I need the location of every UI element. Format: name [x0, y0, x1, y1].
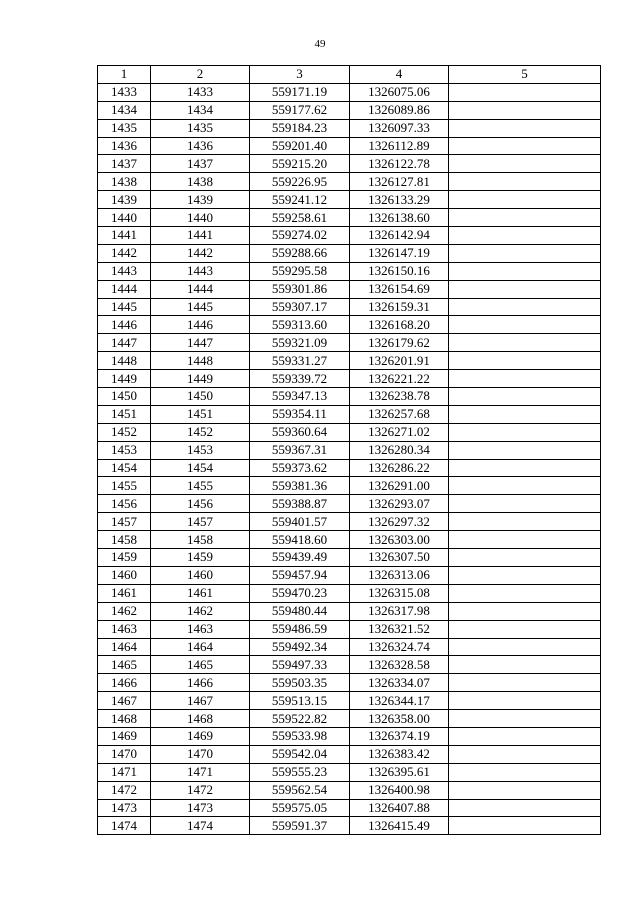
- table-cell: [449, 727, 601, 745]
- table-cell: 1326400.98: [350, 781, 449, 799]
- table-cell: 1326407.88: [350, 799, 449, 817]
- table-cell: 559321.09: [250, 334, 350, 352]
- table-cell: 1326168.20: [350, 316, 449, 334]
- table-cell: 1433: [98, 83, 151, 101]
- table-cell: 1474: [151, 817, 250, 835]
- table-cell: [449, 298, 601, 316]
- table-cell: 559360.64: [250, 423, 350, 441]
- table-cell: 1464: [151, 638, 250, 656]
- table-cell: [449, 334, 601, 352]
- table-cell: 559367.31: [250, 441, 350, 459]
- table-row: [98, 388, 601, 406]
- table-cell: [449, 370, 601, 388]
- table-cell: [449, 620, 601, 638]
- table-row: [98, 781, 601, 799]
- table-cell: 559503.35: [250, 674, 350, 692]
- table-cell: [449, 638, 601, 656]
- table-cell: 1446: [98, 316, 151, 334]
- table-row: [98, 83, 601, 101]
- table-cell: 1326075.06: [350, 83, 449, 101]
- table-cell: 559184.23: [250, 119, 350, 137]
- table-cell: 1454: [98, 459, 151, 477]
- table-cell: 1461: [151, 584, 250, 602]
- table-cell: [449, 799, 601, 817]
- table-cell: [449, 441, 601, 459]
- table-cell: 1439: [98, 191, 151, 209]
- table-cell: 1470: [151, 745, 250, 763]
- table-cell: 1467: [98, 692, 151, 710]
- table-cell: 1326334.07: [350, 674, 449, 692]
- table-row: [98, 119, 601, 137]
- table-row: [98, 334, 601, 352]
- table-cell: 559347.13: [250, 388, 350, 406]
- table-cell: [449, 83, 601, 101]
- table-cell: 1433: [151, 83, 250, 101]
- table-cell: 1326271.02: [350, 423, 449, 441]
- table-row: [98, 209, 601, 227]
- table-cell: 559418.60: [250, 531, 350, 549]
- table-row: [98, 799, 601, 817]
- table-cell: 1463: [98, 620, 151, 638]
- table-cell: 559354.11: [250, 405, 350, 423]
- table-cell: 1468: [151, 710, 250, 728]
- table-cell: 1448: [151, 352, 250, 370]
- table-cell: 1447: [98, 334, 151, 352]
- table-cell: [449, 388, 601, 406]
- table-cell: 559497.33: [250, 656, 350, 674]
- table-row: [98, 638, 601, 656]
- table-cell: 1326133.29: [350, 191, 449, 209]
- table-cell: 1326147.19: [350, 244, 449, 262]
- table-cell: 559439.49: [250, 549, 350, 567]
- table-cell: 1434: [151, 101, 250, 119]
- table-header-row: [98, 66, 601, 84]
- table-row: [98, 173, 601, 191]
- table-cell: 1466: [151, 674, 250, 692]
- table-row: [98, 298, 601, 316]
- table-row: [98, 316, 601, 334]
- table-cell: 1461: [98, 584, 151, 602]
- table-cell: 1441: [98, 227, 151, 245]
- column-header: 1: [98, 66, 151, 84]
- table-cell: [449, 584, 601, 602]
- table-cell: [449, 566, 601, 584]
- table-cell: [449, 405, 601, 423]
- table-cell: 1471: [151, 763, 250, 781]
- table-cell: 559201.40: [250, 137, 350, 155]
- table-cell: [449, 173, 601, 191]
- table-row: [98, 549, 601, 567]
- table-cell: [449, 209, 601, 227]
- table-cell: 1454: [151, 459, 250, 477]
- table-cell: 1456: [151, 495, 250, 513]
- table-cell: 559288.66: [250, 244, 350, 262]
- table-cell: 1458: [98, 531, 151, 549]
- table-cell: 1442: [98, 244, 151, 262]
- table-cell: 559331.27: [250, 352, 350, 370]
- table-cell: 1326317.98: [350, 602, 449, 620]
- coordinates-table: [97, 65, 601, 835]
- table-cell: 1326383.42: [350, 745, 449, 763]
- table-cell: 1457: [151, 513, 250, 531]
- table-cell: 1449: [98, 370, 151, 388]
- table-cell: [449, 602, 601, 620]
- table-cell: 1326303.00: [350, 531, 449, 549]
- table-row: [98, 745, 601, 763]
- table-row: [98, 137, 601, 155]
- table-row: [98, 262, 601, 280]
- table-cell: 1326142.94: [350, 227, 449, 245]
- table-cell: 1439: [151, 191, 250, 209]
- table-cell: 1326159.31: [350, 298, 449, 316]
- table-cell: 559226.95: [250, 173, 350, 191]
- table-row: [98, 280, 601, 298]
- table-row: [98, 459, 601, 477]
- table-cell: 559513.15: [250, 692, 350, 710]
- table-row: [98, 101, 601, 119]
- table-cell: 1326291.00: [350, 477, 449, 495]
- table-cell: 559470.23: [250, 584, 350, 602]
- table-cell: 1326344.17: [350, 692, 449, 710]
- table-cell: [449, 119, 601, 137]
- table-cell: 1455: [151, 477, 250, 495]
- table-cell: 1437: [98, 155, 151, 173]
- column-header: 3: [250, 66, 350, 84]
- table-cell: 1326150.16: [350, 262, 449, 280]
- table-row: [98, 405, 601, 423]
- table-cell: 559480.44: [250, 602, 350, 620]
- table-cell: 1444: [151, 280, 250, 298]
- table-cell: 1326307.50: [350, 549, 449, 567]
- table-cell: 1442: [151, 244, 250, 262]
- table-cell: 1326315.08: [350, 584, 449, 602]
- table-cell: 1450: [98, 388, 151, 406]
- table-cell: 559486.59: [250, 620, 350, 638]
- table-cell: 1452: [151, 423, 250, 441]
- table-cell: 1473: [151, 799, 250, 817]
- table-cell: 1441: [151, 227, 250, 245]
- table-row: [98, 620, 601, 638]
- table-cell: 1444: [98, 280, 151, 298]
- table-row: [98, 227, 601, 245]
- table-row: [98, 155, 601, 173]
- table-cell: 1326415.49: [350, 817, 449, 835]
- table-cell: 1445: [98, 298, 151, 316]
- table-cell: 1326293.07: [350, 495, 449, 513]
- table-cell: 559591.37: [250, 817, 350, 835]
- table-cell: 1468: [98, 710, 151, 728]
- table-cell: [449, 692, 601, 710]
- page-number: 49: [314, 38, 326, 50]
- table-row: [98, 727, 601, 745]
- table-cell: 1326179.62: [350, 334, 449, 352]
- table-cell: [449, 155, 601, 173]
- table-cell: 1462: [151, 602, 250, 620]
- table-cell: 1436: [98, 137, 151, 155]
- table-row: [98, 602, 601, 620]
- table-row: [98, 370, 601, 388]
- table-cell: 1434: [98, 101, 151, 119]
- table-cell: 1326238.78: [350, 388, 449, 406]
- table-row: [98, 817, 601, 835]
- table-row: [98, 763, 601, 781]
- table-cell: 559457.94: [250, 566, 350, 584]
- table-cell: 1470: [98, 745, 151, 763]
- table-cell: 1326395.61: [350, 763, 449, 781]
- table-cell: [449, 513, 601, 531]
- table-cell: [449, 549, 601, 567]
- table-cell: 559575.05: [250, 799, 350, 817]
- table-cell: 1435: [151, 119, 250, 137]
- table-cell: 559555.23: [250, 763, 350, 781]
- table-cell: 1438: [98, 173, 151, 191]
- table-cell: [449, 101, 601, 119]
- table-cell: [449, 817, 601, 835]
- table-cell: 1326201.91: [350, 352, 449, 370]
- table-cell: 1326328.58: [350, 656, 449, 674]
- table-cell: 1469: [98, 727, 151, 745]
- table-cell: 559295.58: [250, 262, 350, 280]
- table-cell: 1452: [98, 423, 151, 441]
- table-cell: 1464: [98, 638, 151, 656]
- table-row: [98, 692, 601, 710]
- table-row: [98, 656, 601, 674]
- table-cell: 1326154.69: [350, 280, 449, 298]
- table-cell: 1472: [151, 781, 250, 799]
- table-cell: 1467: [151, 692, 250, 710]
- table-cell: 559401.57: [250, 513, 350, 531]
- table-cell: [449, 477, 601, 495]
- table-cell: 1326374.19: [350, 727, 449, 745]
- table-cell: [449, 710, 601, 728]
- table-cell: [449, 244, 601, 262]
- table-row: [98, 584, 601, 602]
- table-row: [98, 531, 601, 549]
- table-cell: 1447: [151, 334, 250, 352]
- table-cell: 1445: [151, 298, 250, 316]
- table-cell: 1326324.74: [350, 638, 449, 656]
- table-cell: [449, 280, 601, 298]
- table-cell: [449, 316, 601, 334]
- table-cell: [449, 423, 601, 441]
- table-cell: 1472: [98, 781, 151, 799]
- table-cell: 1326127.81: [350, 173, 449, 191]
- table-cell: 1326257.68: [350, 405, 449, 423]
- table-cell: 1459: [98, 549, 151, 567]
- table-cell: [449, 137, 601, 155]
- table-cell: 1326286.22: [350, 459, 449, 477]
- table-cell: 1326221.22: [350, 370, 449, 388]
- table-cell: 1326112.89: [350, 137, 449, 155]
- table-cell: [449, 745, 601, 763]
- table-cell: 1463: [151, 620, 250, 638]
- table-cell: 1440: [151, 209, 250, 227]
- table-row: [98, 513, 601, 531]
- table-cell: 1469: [151, 727, 250, 745]
- table-row: [98, 674, 601, 692]
- table-row: [98, 423, 601, 441]
- table-cell: 559301.86: [250, 280, 350, 298]
- table-body: [98, 83, 601, 834]
- table-cell: 559533.98: [250, 727, 350, 745]
- table-row: [98, 244, 601, 262]
- table-cell: 1448: [98, 352, 151, 370]
- table-row: [98, 352, 601, 370]
- table-cell: 559492.34: [250, 638, 350, 656]
- table-row: [98, 566, 601, 584]
- table-cell: 559177.62: [250, 101, 350, 119]
- table-cell: 559562.54: [250, 781, 350, 799]
- table-cell: 559373.62: [250, 459, 350, 477]
- table-cell: 1326097.33: [350, 119, 449, 137]
- table-cell: 559339.72: [250, 370, 350, 388]
- table-cell: 1465: [98, 656, 151, 674]
- table-cell: [449, 191, 601, 209]
- table-cell: 559313.60: [250, 316, 350, 334]
- table-cell: 1460: [151, 566, 250, 584]
- table-cell: 1326297.32: [350, 513, 449, 531]
- table-cell: 1326280.34: [350, 441, 449, 459]
- table-cell: 1326358.00: [350, 710, 449, 728]
- table-cell: 1440: [98, 209, 151, 227]
- table-cell: 1436: [151, 137, 250, 155]
- table-cell: 1462: [98, 602, 151, 620]
- column-header: 2: [151, 66, 250, 84]
- table-cell: 1453: [151, 441, 250, 459]
- table-cell: 1459: [151, 549, 250, 567]
- table-cell: 1446: [151, 316, 250, 334]
- table-cell: [449, 459, 601, 477]
- column-header: 5: [449, 66, 601, 84]
- table-cell: 559241.12: [250, 191, 350, 209]
- table-cell: [449, 352, 601, 370]
- table-cell: 1449: [151, 370, 250, 388]
- table-cell: 559215.20: [250, 155, 350, 173]
- table-cell: 1326122.78: [350, 155, 449, 173]
- table-row: [98, 441, 601, 459]
- table-cell: 559171.19: [250, 83, 350, 101]
- table-cell: 1443: [151, 262, 250, 280]
- table-row: [98, 477, 601, 495]
- table-cell: [449, 763, 601, 781]
- table-cell: 559258.61: [250, 209, 350, 227]
- table-cell: 1326138.60: [350, 209, 449, 227]
- table-cell: 1453: [98, 441, 151, 459]
- table-cell: 1435: [98, 119, 151, 137]
- table-cell: 1456: [98, 495, 151, 513]
- table-cell: 1326321.52: [350, 620, 449, 638]
- table-row: [98, 495, 601, 513]
- table-cell: 1437: [151, 155, 250, 173]
- table-cell: 559522.82: [250, 710, 350, 728]
- table-cell: 1474: [98, 817, 151, 835]
- table-cell: 1438: [151, 173, 250, 191]
- table-cell: [449, 781, 601, 799]
- table-cell: 559381.36: [250, 477, 350, 495]
- table-cell: [449, 262, 601, 280]
- table-cell: 559388.87: [250, 495, 350, 513]
- table-cell: 1451: [151, 405, 250, 423]
- table-cell: [449, 656, 601, 674]
- table-cell: 1455: [98, 477, 151, 495]
- table-cell: 1450: [151, 388, 250, 406]
- table-cell: [449, 495, 601, 513]
- table-cell: 1465: [151, 656, 250, 674]
- table-row: [98, 710, 601, 728]
- table-cell: [449, 674, 601, 692]
- table-cell: 559307.17: [250, 298, 350, 316]
- table-cell: 1443: [98, 262, 151, 280]
- table-cell: 1466: [98, 674, 151, 692]
- table-row: [98, 191, 601, 209]
- table-cell: 1460: [98, 566, 151, 584]
- table-cell: 1458: [151, 531, 250, 549]
- table-cell: [449, 227, 601, 245]
- table-cell: 1457: [98, 513, 151, 531]
- table-cell: 1451: [98, 405, 151, 423]
- table-cell: [449, 531, 601, 549]
- table-cell: 1326089.86: [350, 101, 449, 119]
- table-cell: 1471: [98, 763, 151, 781]
- table-cell: 1326313.06: [350, 566, 449, 584]
- column-header: 4: [350, 66, 449, 84]
- table-cell: 559274.02: [250, 227, 350, 245]
- table-cell: 1473: [98, 799, 151, 817]
- table-cell: 559542.04: [250, 745, 350, 763]
